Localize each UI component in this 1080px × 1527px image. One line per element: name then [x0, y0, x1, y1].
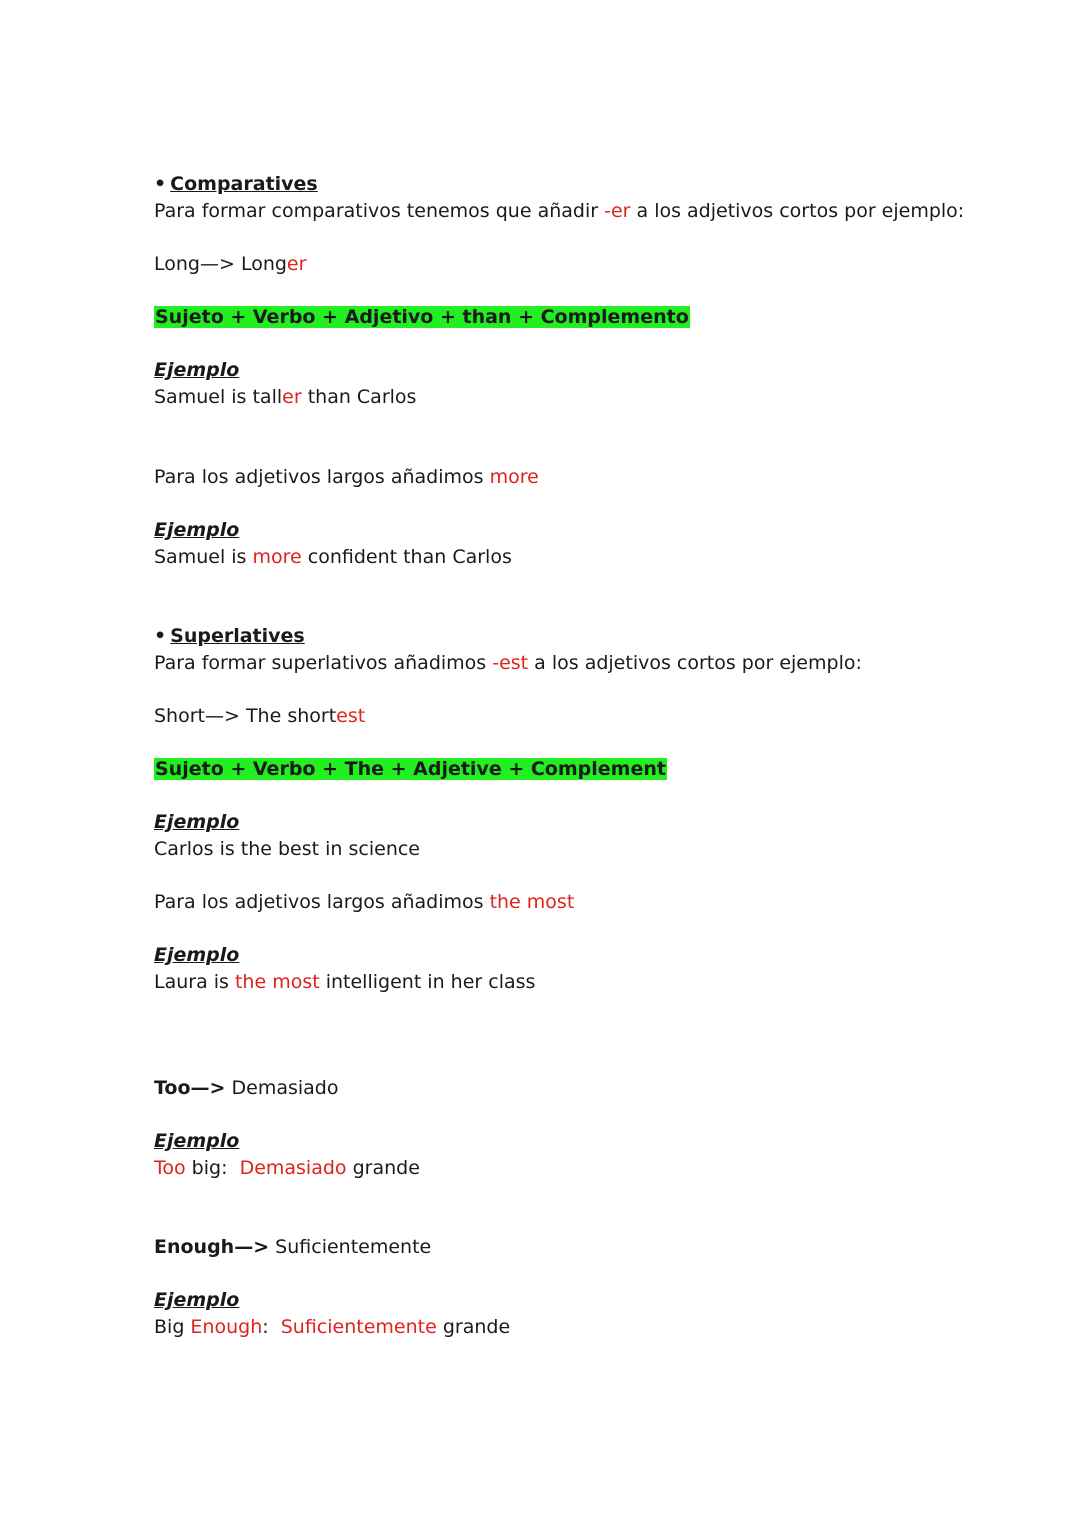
enough-definition: Enough—> Suficientemente [154, 1236, 432, 1258]
too-ejemplo-label: Ejemplo [154, 1130, 240, 1152]
comparatives-formula: Sujeto + Verbo + Adjetivo + than + Complemento [155, 306, 689, 328]
superlatives-long-rule: Para los adjetivos largos añadimos the most [154, 891, 575, 913]
superlatives-ejemplo-1: Carlos is the best in science [154, 838, 420, 860]
superlatives-ejemplo-label-2: Ejemplo [154, 944, 240, 966]
bullet-icon: • [154, 625, 167, 647]
comparatives-ejemplo-2: Samuel is more confident than Carlos [154, 546, 512, 568]
enough-ejemplo-label: Ejemplo [154, 1289, 240, 1311]
superlatives-ejemplo-label-1: Ejemplo [154, 811, 240, 833]
comparatives-long-rule: Para los adjetivos largos añadimos more [154, 466, 539, 488]
comparatives-heading: Comparatives [170, 173, 318, 195]
comparatives-ejemplo-label-1: Ejemplo [154, 359, 240, 381]
enough-ejemplo: Big Enough: Suficientemente grande [154, 1316, 511, 1338]
superlatives-example-word: Short—> The shortest [154, 705, 366, 727]
superlatives-heading-line [154, 624, 305, 648]
superlatives-formula: Sujeto + Verbo + The + Adjetive + Complement [155, 758, 666, 780]
too-ejemplo: Too big: Demasiado grande [154, 1157, 420, 1179]
too-definition: Too—> Demasiado [154, 1077, 339, 1099]
superlatives-heading: Superlatives [170, 625, 305, 647]
comparatives-heading-line [154, 172, 318, 196]
superlatives-ejemplo-2: Laura is the most intelligent in her class [154, 971, 536, 993]
superlatives-intro: Para formar superlativos añadimos -est a los adjetivos cortos por ejemplo: [154, 652, 862, 674]
comparatives-ejemplo-1: Samuel is taller than Carlos [154, 386, 417, 408]
comparatives-example-word: Long—> Longer [154, 253, 307, 275]
comparatives-intro: Para formar comparativos tenemos que añadir -er a los adjetivos cortos por ejemplo: [154, 200, 965, 222]
bullet-icon: • [154, 173, 167, 195]
comparatives-ejemplo-label-2: Ejemplo [154, 519, 240, 541]
